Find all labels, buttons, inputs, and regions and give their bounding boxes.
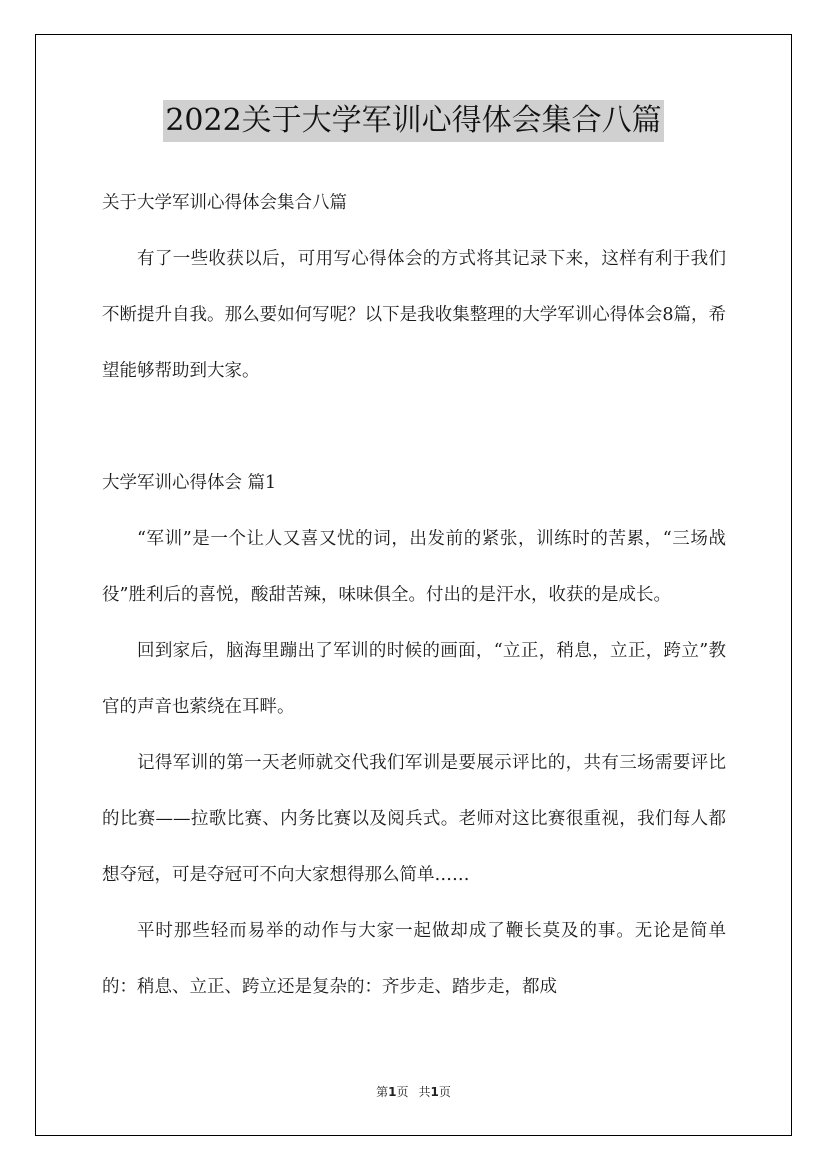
body-paragraph-2: 回到家后，脑海里蹦出了军训的时候的画面，“立正，稍息，立正，跨立”教官的声音也萦绕在耳畔。 — [102, 641, 726, 717]
document-title: 2022关于大学军训心得体会集合八篇 — [163, 100, 663, 142]
intro-paragraph: 有了一些收获以后，可用写心得体会的方式将其记录下来，这样有利于我们不断提升自我。那么要如何写呢？以下是我收集整理的大学军训心得体会8篇，希望能够帮助到大家。 — [102, 249, 726, 381]
page-current: 1 — [388, 1085, 397, 1099]
document-subtitle: 关于大学军训心得体会集合八篇 — [102, 193, 347, 213]
page-footer — [0, 1083, 827, 1100]
body-paragraph-3: 记得军训的第一天老师就交代我们军训是要展示评比的，共有三场需要评比的比赛——拉歌比赛、内务比赛以及阅兵式。老师对这比赛很重视，我们每人都想夺冠，可是夺冠可不向大家想得那么简单…… — [102, 753, 726, 885]
page-suffix: 页 — [396, 1085, 409, 1099]
section-heading: 大学军训心得体会 篇1 — [102, 473, 277, 493]
total-prefix: 共 — [418, 1085, 431, 1099]
title-wrap — [0, 100, 827, 142]
page-prefix: 第 — [376, 1085, 389, 1099]
body-paragraph-4: 平时那些轻而易举的动作与大家一起做却成了鞭长莫及的事。无论是简单的：稍息、立正、跨立还是复杂的：齐步走、踏步走，都成 — [102, 921, 726, 997]
total-suffix: 页 — [438, 1085, 451, 1099]
page-total: 1 — [430, 1085, 439, 1099]
spacer — [102, 399, 726, 455]
body-paragraph-1: “军训”是一个让人又喜又忧的词，出发前的紧张，训练时的苦累，“三场战役”胜利后的喜悦，酸甜苦辣，味味俱全。付出的是汗水，收获的是成长。 — [102, 529, 726, 605]
document-body — [102, 175, 726, 1015]
